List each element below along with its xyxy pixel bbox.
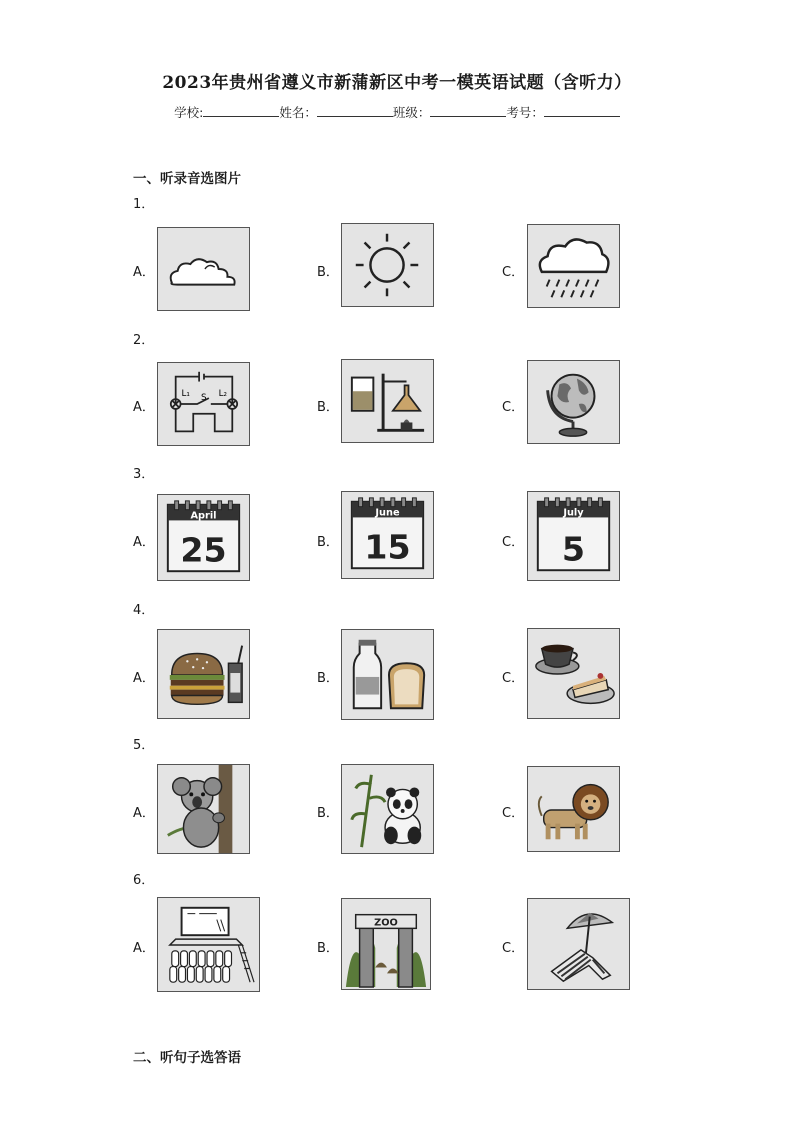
lion-icon[interactable] <box>527 766 620 852</box>
calendar-icon[interactable] <box>527 491 620 581</box>
svg-text:L₂: L₂ <box>218 389 228 400</box>
calendar-icon[interactable] <box>341 491 434 579</box>
calendar-day: 25 <box>180 530 227 570</box>
zoo-gate-icon[interactable] <box>341 898 431 990</box>
option-label-4c: C． <box>502 671 525 686</box>
globe-icon[interactable] <box>527 360 620 444</box>
milk-bread-icon[interactable] <box>341 629 434 720</box>
calendar-month: April <box>190 510 217 522</box>
student-info-line <box>0 103 794 121</box>
question-number-1: 1． <box>133 197 155 212</box>
option-label-4b: B． <box>317 671 339 686</box>
sun-icon[interactable] <box>341 223 434 307</box>
lab-flask-icon[interactable] <box>341 359 434 443</box>
class-label: 班级： <box>392 105 431 120</box>
section-heading-2: 二、听句子选答语 <box>133 1050 241 1066</box>
question-number-5: 5． <box>133 738 155 753</box>
option-label-5a: A． <box>133 806 155 821</box>
calendar-month: June <box>375 507 400 519</box>
option-label-2a: A． <box>133 400 155 415</box>
school-blank[interactable] <box>203 105 279 117</box>
option-label-2b: B． <box>317 400 339 415</box>
class-blank[interactable] <box>430 105 506 117</box>
calendar-icon[interactable] <box>157 494 250 581</box>
zoo-sign-text: ZOO <box>374 917 398 929</box>
coffee-cake-icon[interactable] <box>527 628 620 719</box>
option-label-3a: A． <box>133 535 155 550</box>
option-label-6b: B． <box>317 941 339 956</box>
option-label-1b: B． <box>317 265 339 280</box>
question-number-4: 4． <box>133 603 155 618</box>
name-blank[interactable] <box>317 105 393 117</box>
svg-text:L₁: L₁ <box>181 389 190 400</box>
option-label-2c: C． <box>502 400 525 415</box>
option-label-6a: A． <box>133 941 155 956</box>
option-label-4a: A． <box>133 671 155 686</box>
exam-no-label: 考号： <box>506 105 544 120</box>
name-label: 姓名： <box>279 105 317 120</box>
option-label-5c: C． <box>502 806 525 821</box>
exam-no-blank[interactable] <box>544 105 620 117</box>
question-number-3: 3． <box>133 467 155 482</box>
beach-chair-icon[interactable] <box>527 898 630 990</box>
option-label-1a: A． <box>133 265 155 280</box>
rain-icon[interactable] <box>527 224 620 308</box>
burger-drink-icon[interactable] <box>157 629 250 719</box>
option-label-3c: C． <box>502 535 525 550</box>
calendar-month: July <box>563 507 584 519</box>
option-label-1c: C． <box>502 265 525 280</box>
option-label-6c: C． <box>502 941 525 956</box>
panda-icon[interactable] <box>341 764 434 854</box>
question-number-2: 2． <box>133 333 155 348</box>
option-label-3b: B． <box>317 535 339 550</box>
koala-icon[interactable] <box>157 764 250 854</box>
section-heading-1: 一、听录音选图片 <box>133 171 241 187</box>
calendar-day: 15 <box>364 527 411 567</box>
circuit-icon[interactable] <box>157 362 250 446</box>
page-title: 2023年贵州省遵义市新蒲新区中考一模英语试题（含听力） <box>162 73 632 93</box>
calendar-day: 5 <box>561 529 586 569</box>
cinema-icon[interactable] <box>157 897 260 992</box>
cloud-icon[interactable] <box>157 227 250 311</box>
svg-text:S: S <box>201 393 207 404</box>
option-label-5b: B． <box>317 806 339 821</box>
school-label: 学校: <box>174 105 204 120</box>
question-number-6: 6． <box>133 873 155 888</box>
